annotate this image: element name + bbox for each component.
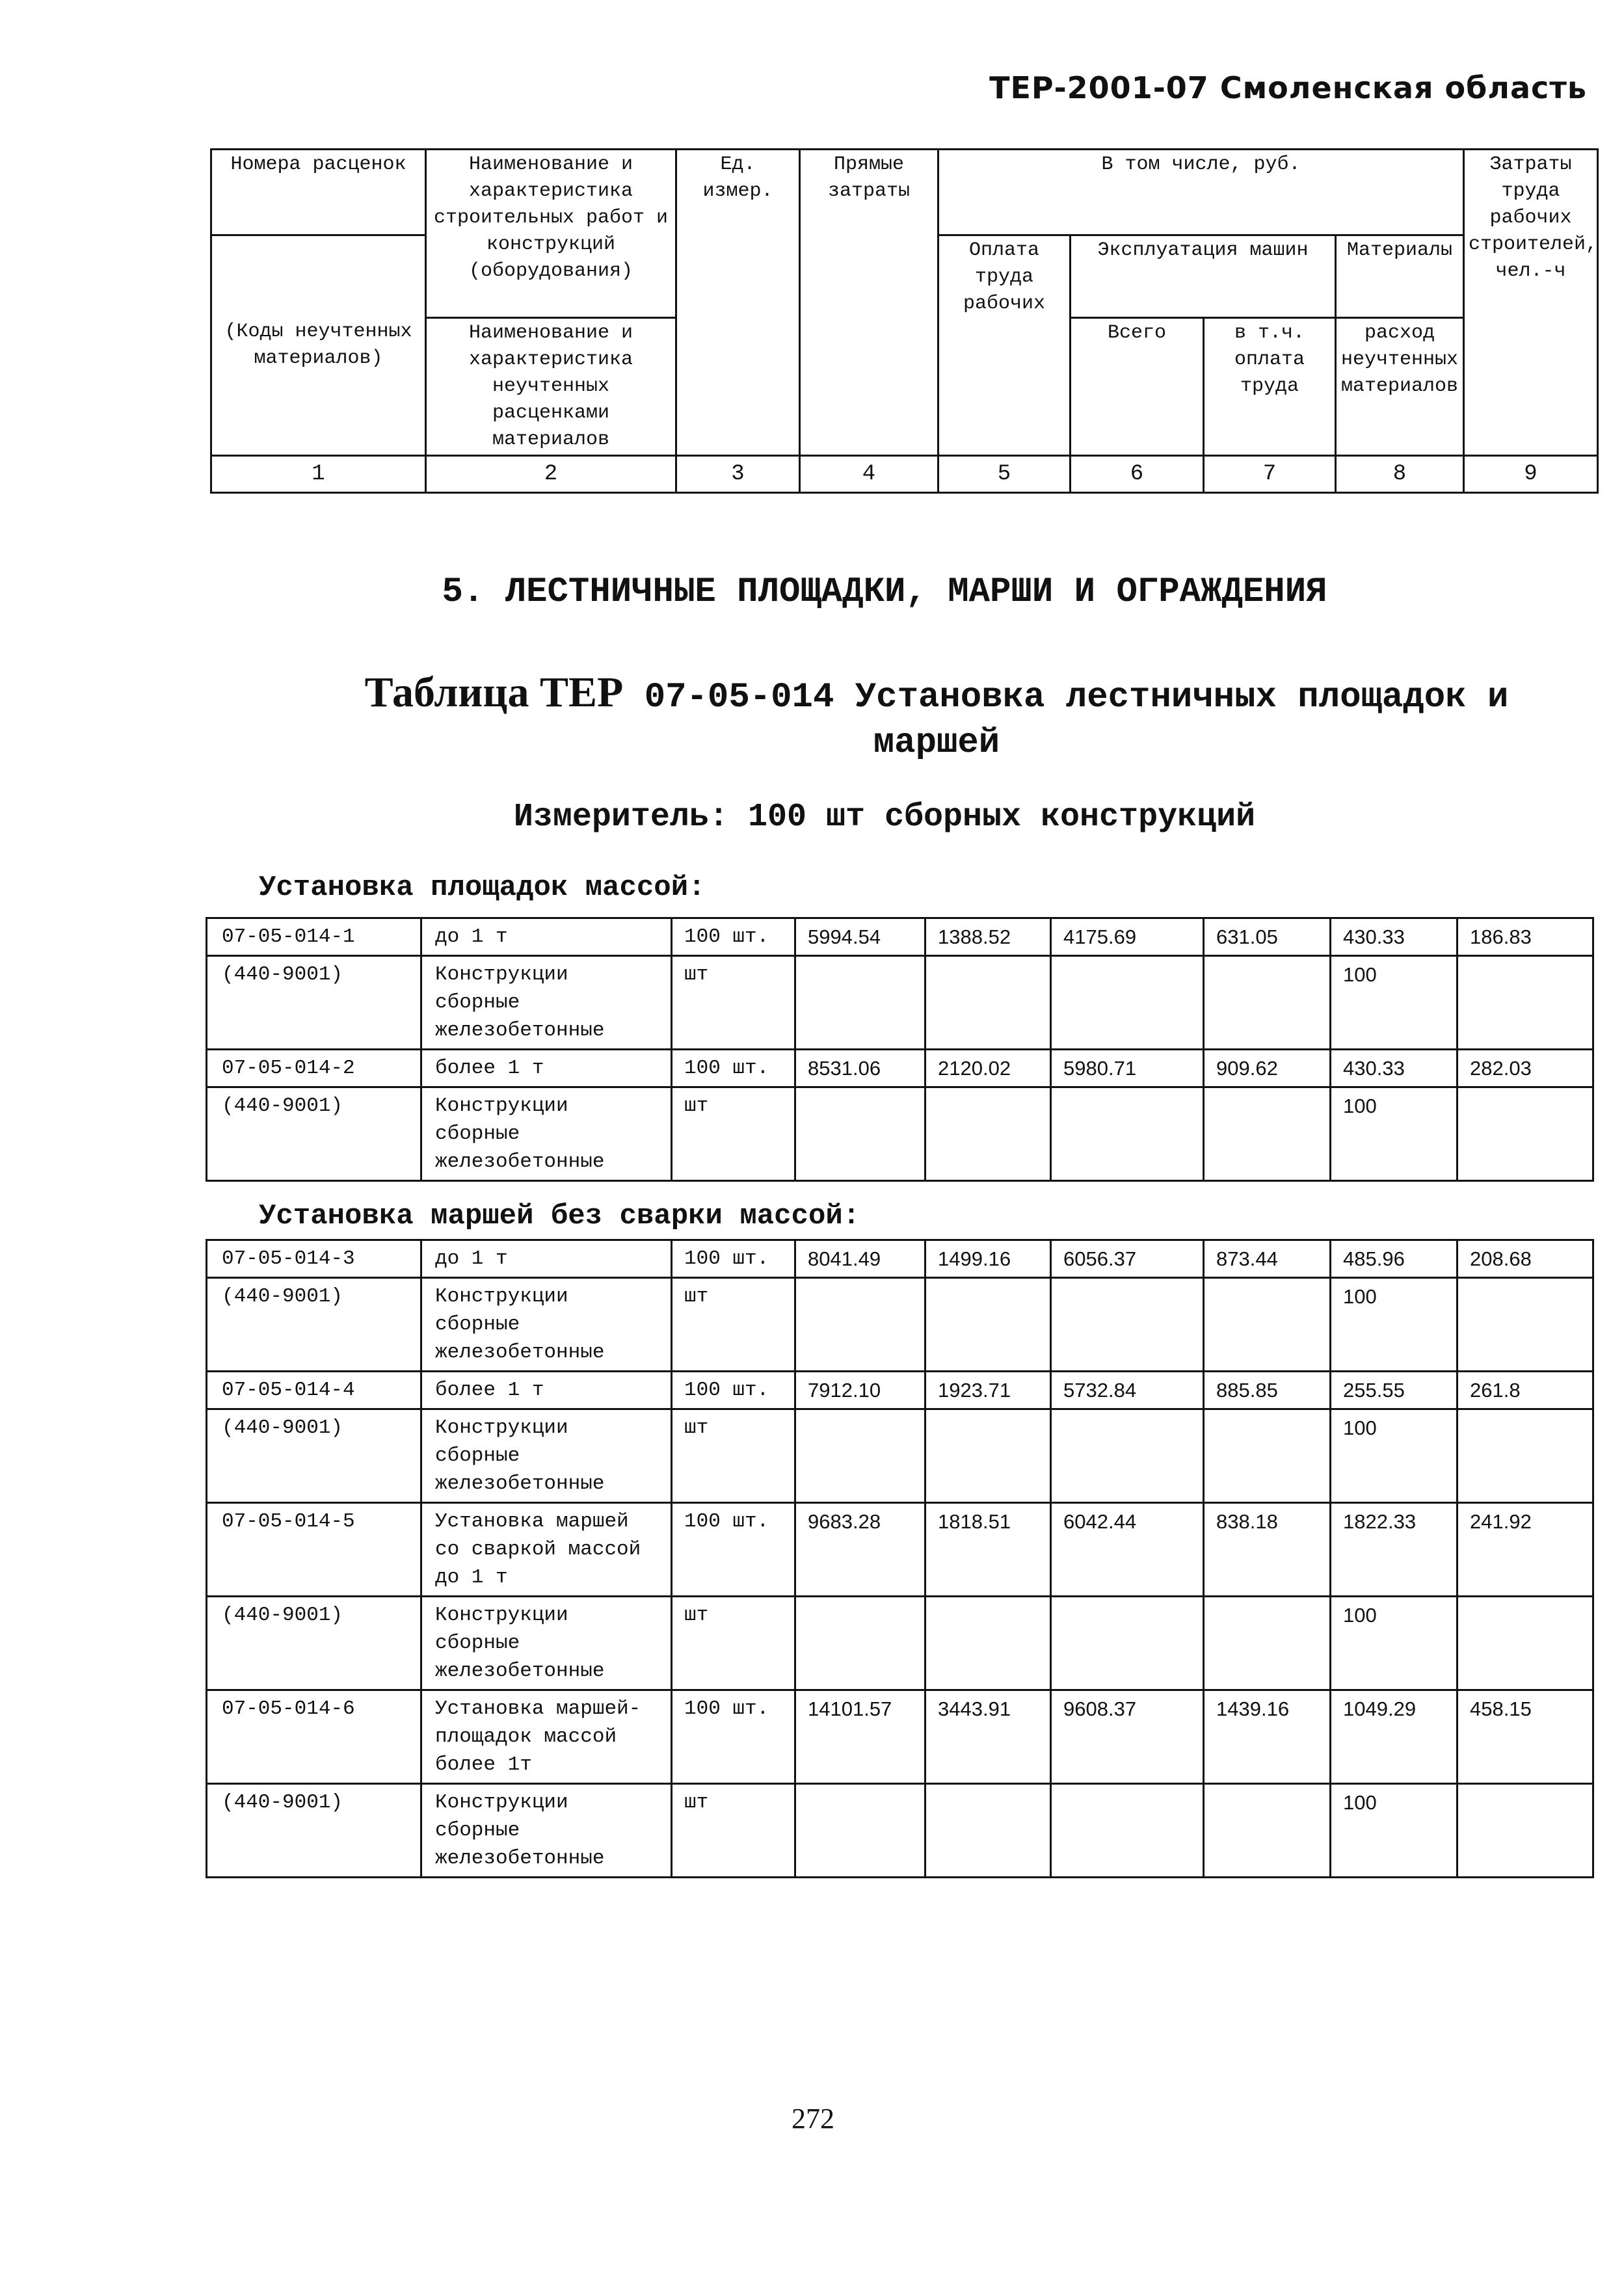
cell-rate-code: 07-05-014-1: [207, 918, 421, 956]
cell-machines-wages: 873.44: [1204, 1240, 1331, 1278]
cell-materials: 430.33: [1331, 1050, 1458, 1087]
cell-machines-wages: 838.18: [1204, 1503, 1331, 1597]
cell-labor-hours: [1458, 1087, 1593, 1181]
cell-unit: шт: [672, 1597, 795, 1690]
cell-unit: 100 шт.: [672, 1503, 795, 1597]
cell-work-name: Установка маршей со сваркой массой до 1 т: [421, 1503, 672, 1597]
cell-work-name: до 1 т: [421, 1240, 672, 1278]
measure-label: Измеритель:: [513, 799, 728, 836]
cell-work-name: Конструкции сборные железобетонные: [421, 956, 672, 1050]
cell-unit: 100 шт.: [672, 1050, 795, 1087]
col-number: 9: [1464, 456, 1598, 493]
col-codes-header: Номера расценок: [211, 150, 426, 235]
page-header-title: ТЕР-2001-07 Смоленская область: [989, 70, 1587, 105]
rates-table-platforms: [206, 917, 1594, 1182]
cell-materials: 100: [1331, 1784, 1458, 1878]
col-wages-header: Оплата труда рабочих: [938, 235, 1071, 456]
cell-direct-costs: 9683.28: [795, 1503, 925, 1597]
rate-row: [207, 918, 1593, 956]
cell-rate-code: (440-9001): [207, 1087, 421, 1181]
cell-direct-costs: [795, 1278, 925, 1372]
rate-row: [207, 1240, 1593, 1278]
cell-materials: 485.96: [1331, 1240, 1458, 1278]
cell-direct-costs: [795, 1597, 925, 1690]
cell-work-name: Установка маршей-площадок массой более 1т: [421, 1690, 672, 1784]
table-title: [299, 670, 1574, 766]
col-number: 5: [938, 456, 1071, 493]
cell-machines-wages: 909.62: [1204, 1050, 1331, 1087]
cell-direct-costs: [795, 1409, 925, 1503]
cell-unit: шт: [672, 1784, 795, 1878]
cell-rate-code: (440-9001): [207, 1597, 421, 1690]
col-machines-wages-header: в т.ч. оплата труда: [1204, 318, 1336, 456]
cell-direct-costs: 8531.06: [795, 1050, 925, 1087]
cell-materials: 1049.29: [1331, 1690, 1458, 1784]
cell-unit: 100 шт.: [672, 918, 795, 956]
cell-work-name: Конструкции сборные железобетонные: [421, 1278, 672, 1372]
cell-rate-code: (440-9001): [207, 1409, 421, 1503]
table-title-line2: маршей: [873, 723, 1000, 763]
cell-direct-costs: 14101.57: [795, 1690, 925, 1784]
cell-materials: 100: [1331, 1278, 1458, 1372]
col-materials-header: Материалы: [1336, 235, 1464, 318]
cell-machines-wages: 1439.16: [1204, 1690, 1331, 1784]
cell-machines-total: [1051, 1597, 1204, 1690]
column-header-table: [210, 148, 1599, 494]
cell-work-name: более 1 т: [421, 1372, 672, 1409]
cell-machines-wages: [1204, 1087, 1331, 1181]
cell-wages: [925, 1087, 1051, 1181]
col-name-header: Наименование и характеристика строительных работ и конструкций (оборудования): [426, 150, 676, 318]
cell-labor-hours: [1458, 956, 1593, 1050]
cell-direct-costs: [795, 1087, 925, 1181]
cell-machines-total: 4175.69: [1051, 918, 1204, 956]
cell-wages: [925, 1409, 1051, 1503]
material-row: [207, 1784, 1593, 1878]
cell-wages: 3443.91: [925, 1690, 1051, 1784]
cell-unit: шт: [672, 1278, 795, 1372]
cell-machines-wages: [1204, 956, 1331, 1050]
cell-machines-wages: 885.85: [1204, 1372, 1331, 1409]
cell-work-name: Конструкции сборные железобетонные: [421, 1784, 672, 1878]
col-labor-hours-header: Затраты труда рабочих строителей, чел.-ч: [1464, 150, 1598, 456]
cell-rate-code: 07-05-014-3: [207, 1240, 421, 1278]
cell-materials: 255.55: [1331, 1372, 1458, 1409]
cell-rate-code: (440-9001): [207, 956, 421, 1050]
measure-value: 100 шт сборных конструкций: [747, 799, 1256, 836]
cell-machines-total: 6056.37: [1051, 1240, 1204, 1278]
col-machines-total-header: Всего: [1071, 318, 1204, 456]
group1-title: Установка площадок массой:: [259, 871, 706, 904]
group2-title: Установка маршей без сварки массой:: [259, 1200, 860, 1232]
col-number: 1: [211, 456, 426, 493]
cell-materials: 100: [1331, 956, 1458, 1050]
col-number: 2: [426, 456, 676, 493]
material-row: [207, 1278, 1593, 1372]
cell-unit: шт: [672, 956, 795, 1050]
cell-wages: [925, 1597, 1051, 1690]
cell-direct-costs: 5994.54: [795, 918, 925, 956]
cell-labor-hours: [1458, 1784, 1593, 1878]
rates-table-flights: [206, 1239, 1594, 1878]
col-unit-header: Ед. измер.: [676, 150, 800, 456]
cell-direct-costs: 8041.49: [795, 1240, 925, 1278]
cell-work-name: Конструкции сборные железобетонные: [421, 1409, 672, 1503]
cell-direct-costs: [795, 1784, 925, 1878]
cell-machines-wages: 631.05: [1204, 918, 1331, 956]
col-group-header: В том числе, руб.: [938, 150, 1464, 235]
col-codes-bottom-header: (Коды неучтенных материалов): [211, 235, 426, 456]
cell-unit: 100 шт.: [672, 1690, 795, 1784]
rate-row: [207, 1690, 1593, 1784]
cell-wages: 1923.71: [925, 1372, 1051, 1409]
cell-wages: 1388.52: [925, 918, 1051, 956]
cell-labor-hours: 208.68: [1458, 1240, 1593, 1278]
cell-machines-total: 5980.71: [1051, 1050, 1204, 1087]
cell-machines-total: [1051, 1409, 1204, 1503]
cell-wages: 1499.16: [925, 1240, 1051, 1278]
cell-labor-hours: 261.8: [1458, 1372, 1593, 1409]
cell-wages: 1818.51: [925, 1503, 1051, 1597]
cell-rate-code: 07-05-014-5: [207, 1503, 421, 1597]
cell-labor-hours: [1458, 1597, 1593, 1690]
cell-work-name: более 1 т: [421, 1050, 672, 1087]
col-direct-costs-header: Прямые затраты: [800, 150, 938, 456]
table-title-prefix: Таблица ТЕР: [364, 669, 624, 716]
cell-machines-wages: [1204, 1784, 1331, 1878]
cell-machines-total: [1051, 1784, 1204, 1878]
cell-rate-code: (440-9001): [207, 1784, 421, 1878]
cell-unit: 100 шт.: [672, 1372, 795, 1409]
material-row: [207, 1087, 1593, 1181]
rate-row: [207, 1503, 1593, 1597]
col-number: 7: [1204, 456, 1336, 493]
section-title: 5. ЛЕСТНИЧНЫЕ ПЛОЩАДКИ, МАРШИ И ОГРАЖДЕНИЯ: [442, 572, 1327, 612]
measure-line: [351, 799, 1418, 836]
col-number: 4: [800, 456, 938, 493]
material-row: [207, 956, 1593, 1050]
cell-work-name: Конструкции сборные железобетонные: [421, 1087, 672, 1181]
material-row: [207, 1409, 1593, 1503]
cell-labor-hours: [1458, 1409, 1593, 1503]
cell-unit: 100 шт.: [672, 1240, 795, 1278]
cell-machines-total: [1051, 956, 1204, 1050]
cell-machines-wages: [1204, 1597, 1331, 1690]
col-number: 3: [676, 456, 800, 493]
cell-materials: 430.33: [1331, 918, 1458, 956]
col-name-bottom-header: Наименование и характеристика неучтенных расценками материалов: [426, 318, 676, 456]
cell-machines-total: 5732.84: [1051, 1372, 1204, 1409]
cell-work-name: до 1 т: [421, 918, 672, 956]
col-materials-bottom-header: расход неучтенных материалов: [1336, 318, 1464, 456]
cell-machines-total: 9608.37: [1051, 1690, 1204, 1784]
cell-rate-code: 07-05-014-2: [207, 1050, 421, 1087]
material-row: [207, 1597, 1593, 1690]
cell-labor-hours: [1458, 1278, 1593, 1372]
cell-materials: 100: [1331, 1087, 1458, 1181]
cell-machines-total: [1051, 1278, 1204, 1372]
cell-labor-hours: 282.03: [1458, 1050, 1593, 1087]
col-machines-header: Эксплуатация машин: [1071, 235, 1336, 318]
cell-work-name: Конструкции сборные железобетонные: [421, 1597, 672, 1690]
rate-row: [207, 1372, 1593, 1409]
cell-unit: шт: [672, 1087, 795, 1181]
cell-wages: 2120.02: [925, 1050, 1051, 1087]
cell-wages: [925, 1784, 1051, 1878]
col-number: 8: [1336, 456, 1464, 493]
cell-wages: [925, 1278, 1051, 1372]
cell-rate-code: 07-05-014-6: [207, 1690, 421, 1784]
cell-rate-code: 07-05-014-4: [207, 1372, 421, 1409]
page-number: 272: [792, 2103, 834, 2135]
cell-materials: 100: [1331, 1409, 1458, 1503]
col-number: 6: [1071, 456, 1204, 493]
rate-row: [207, 1050, 1593, 1087]
table-title-line1: Установка лестничных площадок и: [855, 678, 1509, 717]
table-title-code: 07-05-014: [644, 678, 834, 717]
cell-machines-total: [1051, 1087, 1204, 1181]
cell-labor-hours: 458.15: [1458, 1690, 1593, 1784]
cell-unit: шт: [672, 1409, 795, 1503]
cell-materials: 1822.33: [1331, 1503, 1458, 1597]
cell-rate-code: (440-9001): [207, 1278, 421, 1372]
cell-labor-hours: 241.92: [1458, 1503, 1593, 1597]
cell-direct-costs: [795, 956, 925, 1050]
cell-direct-costs: 7912.10: [795, 1372, 925, 1409]
cell-machines-total: 6042.44: [1051, 1503, 1204, 1597]
cell-machines-wages: [1204, 1409, 1331, 1503]
cell-wages: [925, 956, 1051, 1050]
cell-labor-hours: 186.83: [1458, 918, 1593, 956]
cell-materials: 100: [1331, 1597, 1458, 1690]
cell-machines-wages: [1204, 1278, 1331, 1372]
